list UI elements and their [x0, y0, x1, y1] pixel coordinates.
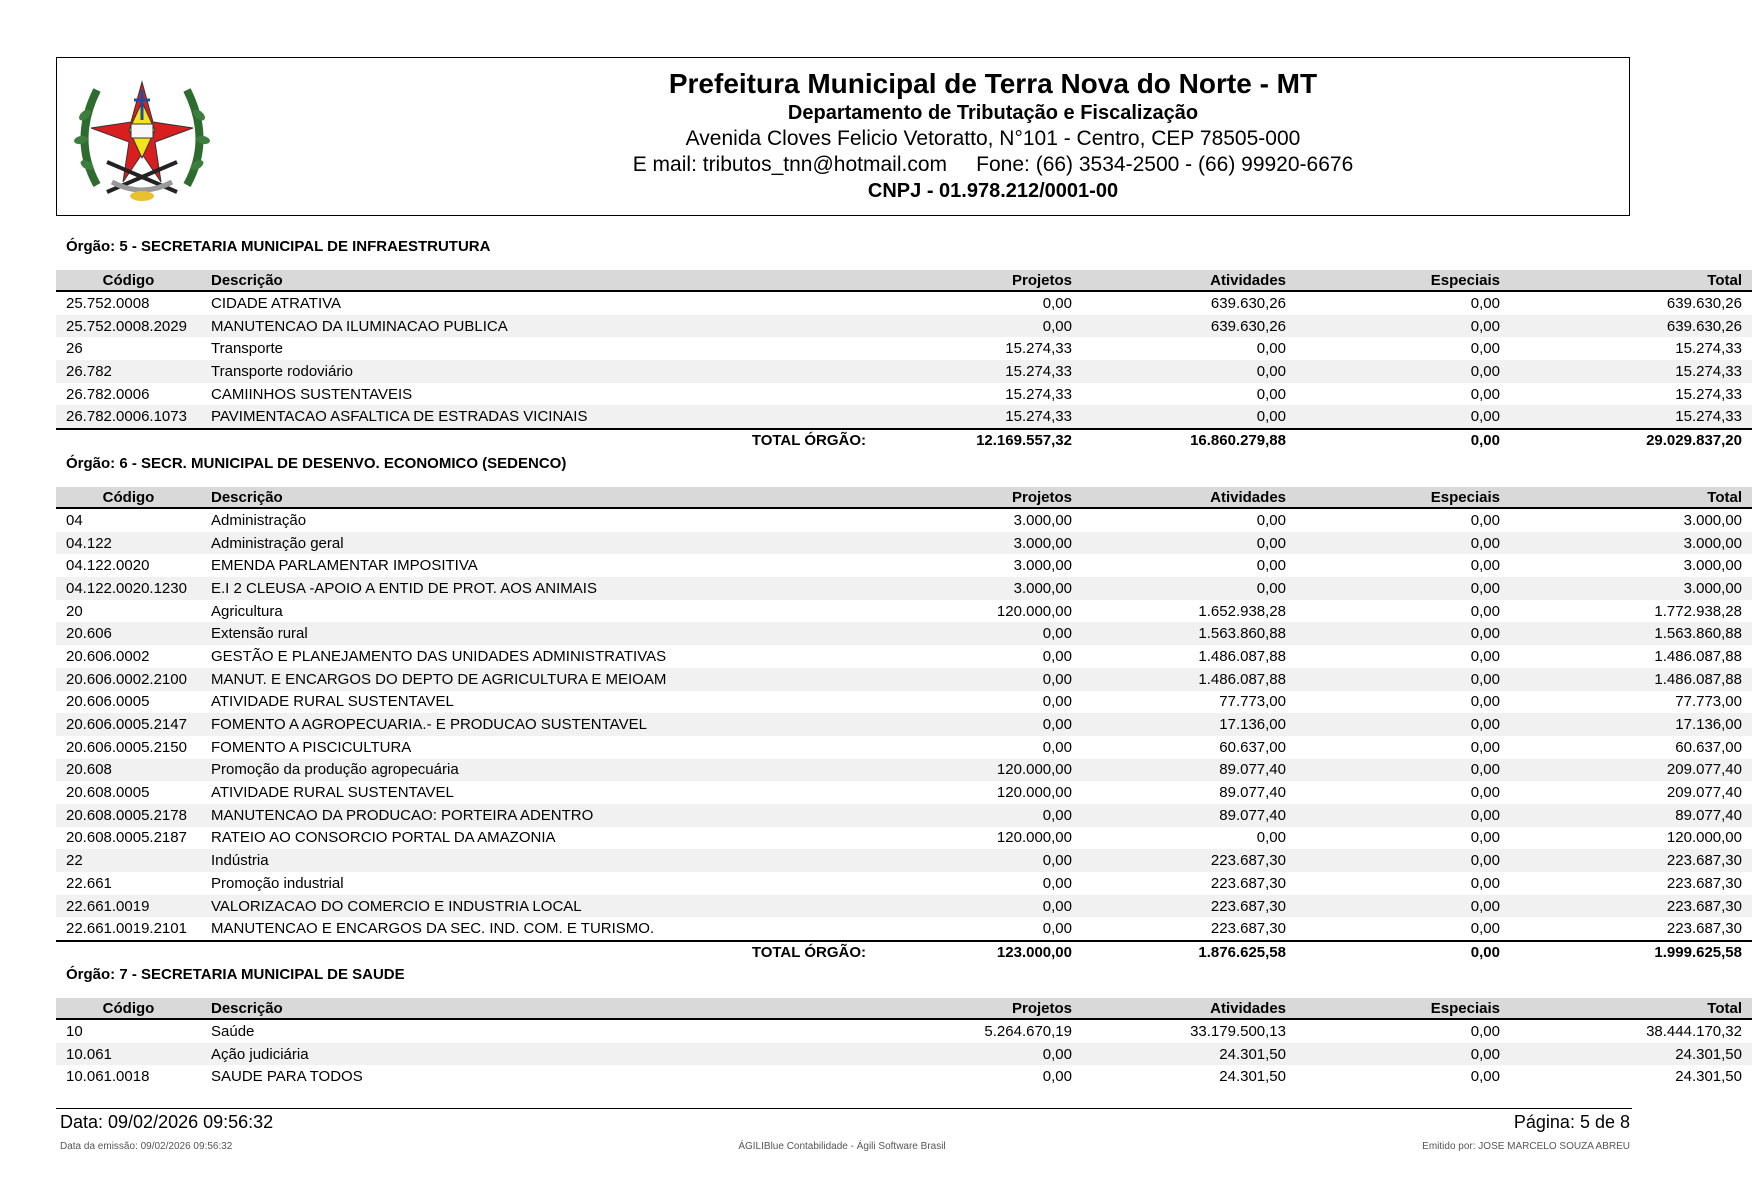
table-row	[56, 849, 1752, 872]
col-code: Código	[56, 998, 201, 1019]
table-row	[56, 337, 1752, 360]
cell-specials: 0,00	[1296, 532, 1510, 555]
cell-specials: 0,00	[1470, 829, 1500, 847]
cell-description: PAVIMENTACAO ASFALTICA DE ESTRADAS VICINAIS	[201, 405, 876, 429]
col-projects: Projetos	[876, 998, 1082, 1019]
contact-info: E mail: tributos_tnn@hotmail.com Fone: (66) 3534-2500 - (66) 99920-6676	[632, 153, 1354, 176]
cell-total: 24.301,50	[1675, 1068, 1742, 1086]
cell-activities: 24.301,50	[1219, 1068, 1286, 1086]
cell-description: Transporte rodoviário	[201, 360, 876, 383]
section-orgao-5	[56, 236, 1742, 451]
cell-total: 15.274,33	[1510, 405, 1752, 429]
cell-code: 20.606.0005.2150	[66, 738, 187, 756]
table-body	[56, 1019, 1752, 1088]
emission-date: Data da emissão: 09/02/2026 09:56:32	[60, 1141, 233, 1152]
table-row	[56, 668, 1752, 691]
total-projects: 123.000,00	[876, 941, 1082, 963]
cell-projects: 0,00	[1042, 294, 1072, 312]
cell-total: 209.077,40	[1666, 784, 1742, 802]
cell-activities: 60.637,00	[1219, 738, 1286, 756]
cell-total: 15.274,33	[1510, 360, 1752, 383]
table-row	[56, 600, 1752, 623]
cell-specials: 0,00	[1470, 693, 1500, 711]
cell-activities: 24.301,50	[1082, 1043, 1296, 1066]
cell-total: 1.772.938,28	[1654, 602, 1742, 620]
cell-projects: 0,00	[876, 622, 1082, 645]
total-total: 1.999.625,58	[1510, 941, 1752, 963]
table-row	[56, 827, 1752, 850]
cell-code: 04.122.0020	[66, 557, 150, 575]
cell-projects: 3.000,00	[1013, 557, 1072, 575]
cell-specials: 0,00	[1296, 668, 1510, 691]
cell-description: Extensão rural	[201, 622, 876, 645]
cell-activities: 0,00	[1082, 405, 1296, 429]
cell-projects: 0,00	[1042, 920, 1072, 938]
section-title: Órgão: 7 - SECRETARIA MUNICIPAL DE SAUDE	[66, 966, 405, 983]
total-label: TOTAL ÓRGÃO:	[201, 941, 876, 963]
cell-activities: 77.773,00	[1219, 693, 1286, 711]
cell-total: 24.301,50	[1510, 1043, 1752, 1066]
col-description: Descrição	[201, 487, 876, 508]
cell-total: 15.274,33	[1675, 340, 1742, 358]
col-code: Código	[56, 270, 201, 291]
col-description: Descrição	[201, 998, 876, 1019]
department-name: Departamento de Tributação e Fiscalização	[787, 102, 1199, 124]
cell-code: 20.608.0005.2178	[56, 804, 201, 827]
cell-code: 10.061	[56, 1043, 201, 1066]
address: Avenida Cloves Felicio Vetoratto, N°101 - Centro, CEP 78505-000	[685, 127, 1301, 150]
cell-projects: 3.000,00	[876, 532, 1082, 555]
cell-code: 20.606.0005.2147	[56, 713, 201, 736]
table-row	[56, 691, 1752, 714]
cell-activities: 1.486.087,88	[1082, 668, 1296, 691]
cell-description: FOMENTO A PISCICULTURA	[211, 738, 412, 756]
cell-activities: 89.077,40	[1219, 784, 1286, 802]
cell-specials: 0,00	[1470, 1068, 1500, 1086]
cell-activities: 17.136,00	[1082, 713, 1296, 736]
cell-description: RATEIO AO CONSORCIO PORTAL DA AMAZONIA	[211, 829, 556, 847]
table-row	[56, 759, 1752, 782]
cell-specials: 0,00	[1470, 874, 1500, 892]
cell-projects: 120.000,00	[996, 829, 1072, 847]
col-description: Descrição	[201, 270, 876, 291]
cell-code: 10.061.0018	[66, 1068, 150, 1086]
cell-specials: 0,00	[1296, 804, 1510, 827]
col-total: Total	[1510, 487, 1752, 508]
cell-activities: 223.687,30	[1082, 849, 1296, 872]
cell-description: SAUDE PARA TODOS	[211, 1068, 363, 1086]
cell-activities: 0,00	[1256, 829, 1286, 847]
cell-total: 3.000,00	[1510, 577, 1752, 600]
cell-description: Indústria	[201, 849, 876, 872]
cell-projects: 0,00	[876, 668, 1082, 691]
table-row	[56, 736, 1752, 759]
cell-activities: 89.077,40	[1082, 759, 1296, 782]
cell-code: 20.606.0005	[66, 693, 150, 711]
total-specials: 0,00	[1296, 941, 1510, 963]
cell-specials: 0,00	[1470, 602, 1500, 620]
cell-activities: 0,00	[1256, 340, 1286, 358]
cell-total: 223.687,30	[1666, 874, 1742, 892]
cell-description: VALORIZACAO DO COMERCIO E INDUSTRIA LOCAL	[201, 895, 876, 918]
cell-projects: 0,00	[876, 804, 1082, 827]
cell-total: 209.077,40	[1510, 759, 1752, 782]
cell-description: MANUTENCAO DA ILUMINACAO PUBLICA	[201, 315, 876, 338]
cell-description: Saúde	[211, 1022, 255, 1040]
cell-specials: 0,00	[1296, 713, 1510, 736]
cell-total: 223.687,30	[1666, 920, 1742, 938]
cell-activities: 0,00	[1082, 532, 1296, 555]
cell-description: E.I 2 CLEUSA -APOIO A ENTID DE PROT. AOS ANIMAIS	[201, 577, 876, 600]
cell-specials: 0,00	[1470, 340, 1500, 358]
table-row	[56, 1019, 1752, 1043]
cell-projects: 3.000,00	[876, 577, 1082, 600]
cell-specials: 0,00	[1296, 1043, 1510, 1066]
municipal-crest-icon	[67, 70, 217, 205]
cell-code: 25.752.0008.2029	[56, 315, 201, 338]
cell-specials: 0,00	[1296, 577, 1510, 600]
table-row	[56, 1043, 1752, 1066]
cell-description: CAMIINHOS SUSTENTAVEIS	[211, 385, 413, 403]
cell-projects: 0,00	[876, 713, 1082, 736]
cell-description: Transporte	[211, 340, 283, 358]
software-credit: ÁGILIBlue Contabilidade - Ágili Software Brasil	[738, 1141, 946, 1152]
cell-activities: 89.077,40	[1082, 804, 1296, 827]
cell-code: 25.752.0008	[66, 294, 150, 312]
cell-projects: 0,00	[876, 1043, 1082, 1066]
table-row	[56, 804, 1752, 827]
budget-table	[56, 270, 1752, 451]
cell-total: 3.000,00	[1510, 532, 1752, 555]
cell-activities: 639.630,26	[1082, 315, 1296, 338]
section-orgao-7	[56, 964, 1742, 1088]
footer-divider	[56, 1108, 1632, 1109]
cell-description: Administração geral	[201, 532, 876, 555]
section-orgao-6	[56, 453, 1742, 963]
cell-description: ATIVIDADE RURAL SUSTENTAVEL	[211, 693, 454, 711]
cell-activities: 223.687,30	[1210, 874, 1286, 892]
col-specials: Especiais	[1296, 998, 1510, 1019]
cell-total: 60.637,00	[1675, 738, 1742, 756]
cell-activities: 0,00	[1082, 360, 1296, 383]
cell-specials: 0,00	[1296, 759, 1510, 782]
cell-specials: 0,00	[1470, 738, 1500, 756]
cell-code: 26.782	[56, 360, 201, 383]
cell-specials: 0,00	[1470, 920, 1500, 938]
cell-projects: 0,00	[1042, 693, 1072, 711]
table-row	[56, 713, 1752, 736]
cell-total: 1.486.087,88	[1510, 668, 1752, 691]
cell-code: 20	[66, 602, 83, 620]
cell-total: 120.000,00	[1666, 829, 1742, 847]
cell-specials: 0,00	[1470, 784, 1500, 802]
page-title: Prefeitura Municipal de Terra Nova do Norte - MT	[668, 68, 1318, 99]
cell-code: 20.608.0005.2187	[66, 829, 187, 847]
cell-total: 3.000,00	[1683, 557, 1742, 575]
cell-description: EMENDA PARLAMENTAR IMPOSITIVA	[211, 557, 478, 575]
cell-total: 223.687,30	[1510, 895, 1752, 918]
cell-activities: 639.630,26	[1210, 294, 1286, 312]
total-specials: 0,00	[1296, 429, 1510, 451]
cell-description: MANUTENCAO E ENCARGOS DA SEC. IND. COM. E TURISMO.	[211, 920, 655, 938]
report-header	[56, 57, 1630, 216]
cell-activities: 1.652.938,28	[1198, 602, 1286, 620]
cell-activities: 223.687,30	[1210, 920, 1286, 938]
cell-projects: 5.264.670,19	[984, 1022, 1072, 1040]
cell-total: 89.077,40	[1510, 804, 1752, 827]
cell-projects: 3.000,00	[1013, 511, 1072, 529]
footer-date: Data: 09/02/2026 09:56:32	[60, 1112, 274, 1132]
col-activities: Atividades	[1082, 998, 1296, 1019]
cell-projects: 120.000,00	[996, 784, 1072, 802]
cell-activities: 0,00	[1256, 557, 1286, 575]
cell-specials: 0,00	[1296, 849, 1510, 872]
table-row	[56, 917, 1752, 941]
cell-code: 26	[66, 340, 83, 358]
cnpj: CNPJ - 01.978.212/0001-00	[867, 180, 1119, 202]
cell-total: 223.687,30	[1510, 849, 1752, 872]
cell-code: 20.606	[56, 622, 201, 645]
cell-description: CIDADE ATRATIVA	[211, 294, 342, 312]
cell-total: 1.486.087,88	[1654, 647, 1742, 665]
section-title: Órgão: 5 - SECRETARIA MUNICIPAL DE INFRAESTRUTURA	[66, 238, 491, 255]
table-row	[56, 405, 1752, 429]
cell-projects: 0,00	[1042, 738, 1072, 756]
col-projects: Projetos	[876, 487, 1082, 508]
cell-specials: 0,00	[1470, 557, 1500, 575]
cell-projects: 0,00	[1042, 647, 1072, 665]
table-row	[56, 315, 1752, 338]
page-number: Página: 5 de 8	[1513, 1112, 1630, 1132]
cell-specials: 0,00	[1296, 405, 1510, 429]
col-activities: Atividades	[1082, 270, 1296, 291]
cell-code: 22.661.0019.2101	[66, 920, 187, 938]
total-row	[56, 429, 1752, 451]
cell-specials: 0,00	[1296, 315, 1510, 338]
cell-code: 04.122	[56, 532, 201, 555]
col-code: Código	[56, 487, 201, 508]
col-activities: Atividades	[1082, 487, 1296, 508]
cell-code: 20.606.0002.2100	[56, 668, 201, 691]
cell-total: 77.773,00	[1675, 693, 1742, 711]
cell-activities: 1.486.087,88	[1198, 647, 1286, 665]
cell-projects: 0,00	[876, 895, 1082, 918]
cell-total: 1.563.860,88	[1510, 622, 1752, 645]
cell-specials: 0,00	[1470, 511, 1500, 529]
total-row	[56, 941, 1752, 963]
cell-specials: 0,00	[1470, 647, 1500, 665]
total-activities: 16.860.279,88	[1082, 429, 1296, 451]
table-header-row	[56, 270, 1752, 291]
cell-description: Ação judiciária	[201, 1043, 876, 1066]
cell-description: Promoção industrial	[211, 874, 344, 892]
cell-total: 38.444.170,32	[1646, 1022, 1742, 1040]
table-row	[56, 781, 1752, 804]
table-header-row	[56, 487, 1752, 508]
cell-total: 3.000,00	[1683, 511, 1742, 529]
col-total: Total	[1510, 998, 1752, 1019]
cell-total: 17.136,00	[1510, 713, 1752, 736]
cell-code: 22.661	[66, 874, 112, 892]
cell-code: 26.782.0006	[66, 385, 150, 403]
cell-activities: 223.687,30	[1082, 895, 1296, 918]
col-specials: Especiais	[1296, 487, 1510, 508]
cell-description: GESTÃO E PLANEJAMENTO DAS UNIDADES ADMINISTRATIVAS	[211, 647, 667, 665]
cell-projects: 15.274,33	[1005, 385, 1072, 403]
cell-specials: 0,00	[1470, 385, 1500, 403]
table-row	[56, 360, 1752, 383]
cell-activities: 33.179.500,13	[1190, 1022, 1286, 1040]
cell-projects: 0,00	[876, 849, 1082, 872]
cell-projects: 0,00	[1042, 874, 1072, 892]
table-row	[56, 872, 1752, 895]
cell-description: Administração	[211, 511, 307, 529]
cell-code: 22	[56, 849, 201, 872]
table-row	[56, 532, 1752, 555]
cell-specials: 0,00	[1296, 895, 1510, 918]
col-specials: Especiais	[1296, 270, 1510, 291]
cell-code: 10	[66, 1022, 83, 1040]
cell-description: Promoção da produção agropecuária	[201, 759, 876, 782]
cell-description: MANUTENCAO DA PRODUCAO: PORTEIRA ADENTRO	[201, 804, 876, 827]
cell-description: ATIVIDADE RURAL SUSTENTAVEL	[211, 784, 454, 802]
cell-specials: 0,00	[1296, 360, 1510, 383]
table-row	[56, 577, 1752, 600]
total-projects: 12.169.557,32	[876, 429, 1082, 451]
table-row	[56, 622, 1752, 645]
table-row	[56, 1065, 1752, 1088]
table-row	[56, 645, 1752, 668]
table-row	[56, 383, 1752, 406]
cell-projects: 15.274,33	[876, 360, 1082, 383]
cell-code: 20.608	[56, 759, 201, 782]
cell-total: 639.630,26	[1666, 294, 1742, 312]
col-projects: Projetos	[876, 270, 1082, 291]
cell-activities: 0,00	[1082, 577, 1296, 600]
cell-specials: 0,00	[1470, 294, 1500, 312]
section-title: Órgão: 6 - SECR. MUNICIPAL DE DESENVO. ECONOMICO (SEDENCO)	[66, 455, 567, 472]
table-body	[56, 508, 1752, 941]
total-total: 29.029.837,20	[1510, 429, 1752, 451]
cell-code: 22.661.0019	[56, 895, 201, 918]
cell-projects: 120.000,00	[996, 602, 1072, 620]
cell-projects: 0,00	[1042, 1068, 1072, 1086]
cell-projects: 120.000,00	[876, 759, 1082, 782]
table-header-row	[56, 998, 1752, 1019]
issued-by: Emitido por: JOSE MARCELO SOUZA ABREU	[1422, 1141, 1630, 1152]
budget-table	[56, 487, 1752, 963]
cell-code: 04	[66, 511, 83, 529]
cell-code: 20.608.0005	[66, 784, 150, 802]
cell-projects: 15.274,33	[1005, 340, 1072, 358]
cell-total: 15.274,33	[1675, 385, 1742, 403]
cell-projects: 15.274,33	[876, 405, 1082, 429]
table-body	[56, 291, 1752, 429]
col-total: Total	[1510, 270, 1752, 291]
cell-description: MANUT. E ENCARGOS DO DEPTO DE AGRICULTURA E MEIOAM	[201, 668, 876, 691]
cell-description: FOMENTO A AGROPECUARIA.- E PRODUCAO SUSTENTAVEL	[201, 713, 876, 736]
cell-description: Agricultura	[211, 602, 283, 620]
table-row	[56, 508, 1752, 532]
table-row	[56, 291, 1752, 315]
cell-activities: 1.563.860,88	[1082, 622, 1296, 645]
cell-code: 04.122.0020.1230	[56, 577, 201, 600]
cell-code: 20.606.0002	[66, 647, 150, 665]
table-row	[56, 895, 1752, 918]
total-label: TOTAL ÓRGÃO:	[201, 429, 876, 451]
total-activities: 1.876.625,58	[1082, 941, 1296, 963]
cell-total: 639.630,26	[1510, 315, 1752, 338]
table-row	[56, 554, 1752, 577]
cell-activities: 0,00	[1256, 511, 1286, 529]
cell-specials: 0,00	[1470, 1022, 1500, 1040]
cell-projects: 0,00	[876, 315, 1082, 338]
cell-activities: 0,00	[1256, 385, 1286, 403]
cell-code: 26.782.0006.1073	[56, 405, 201, 429]
budget-table	[56, 998, 1752, 1088]
cell-specials: 0,00	[1296, 622, 1510, 645]
